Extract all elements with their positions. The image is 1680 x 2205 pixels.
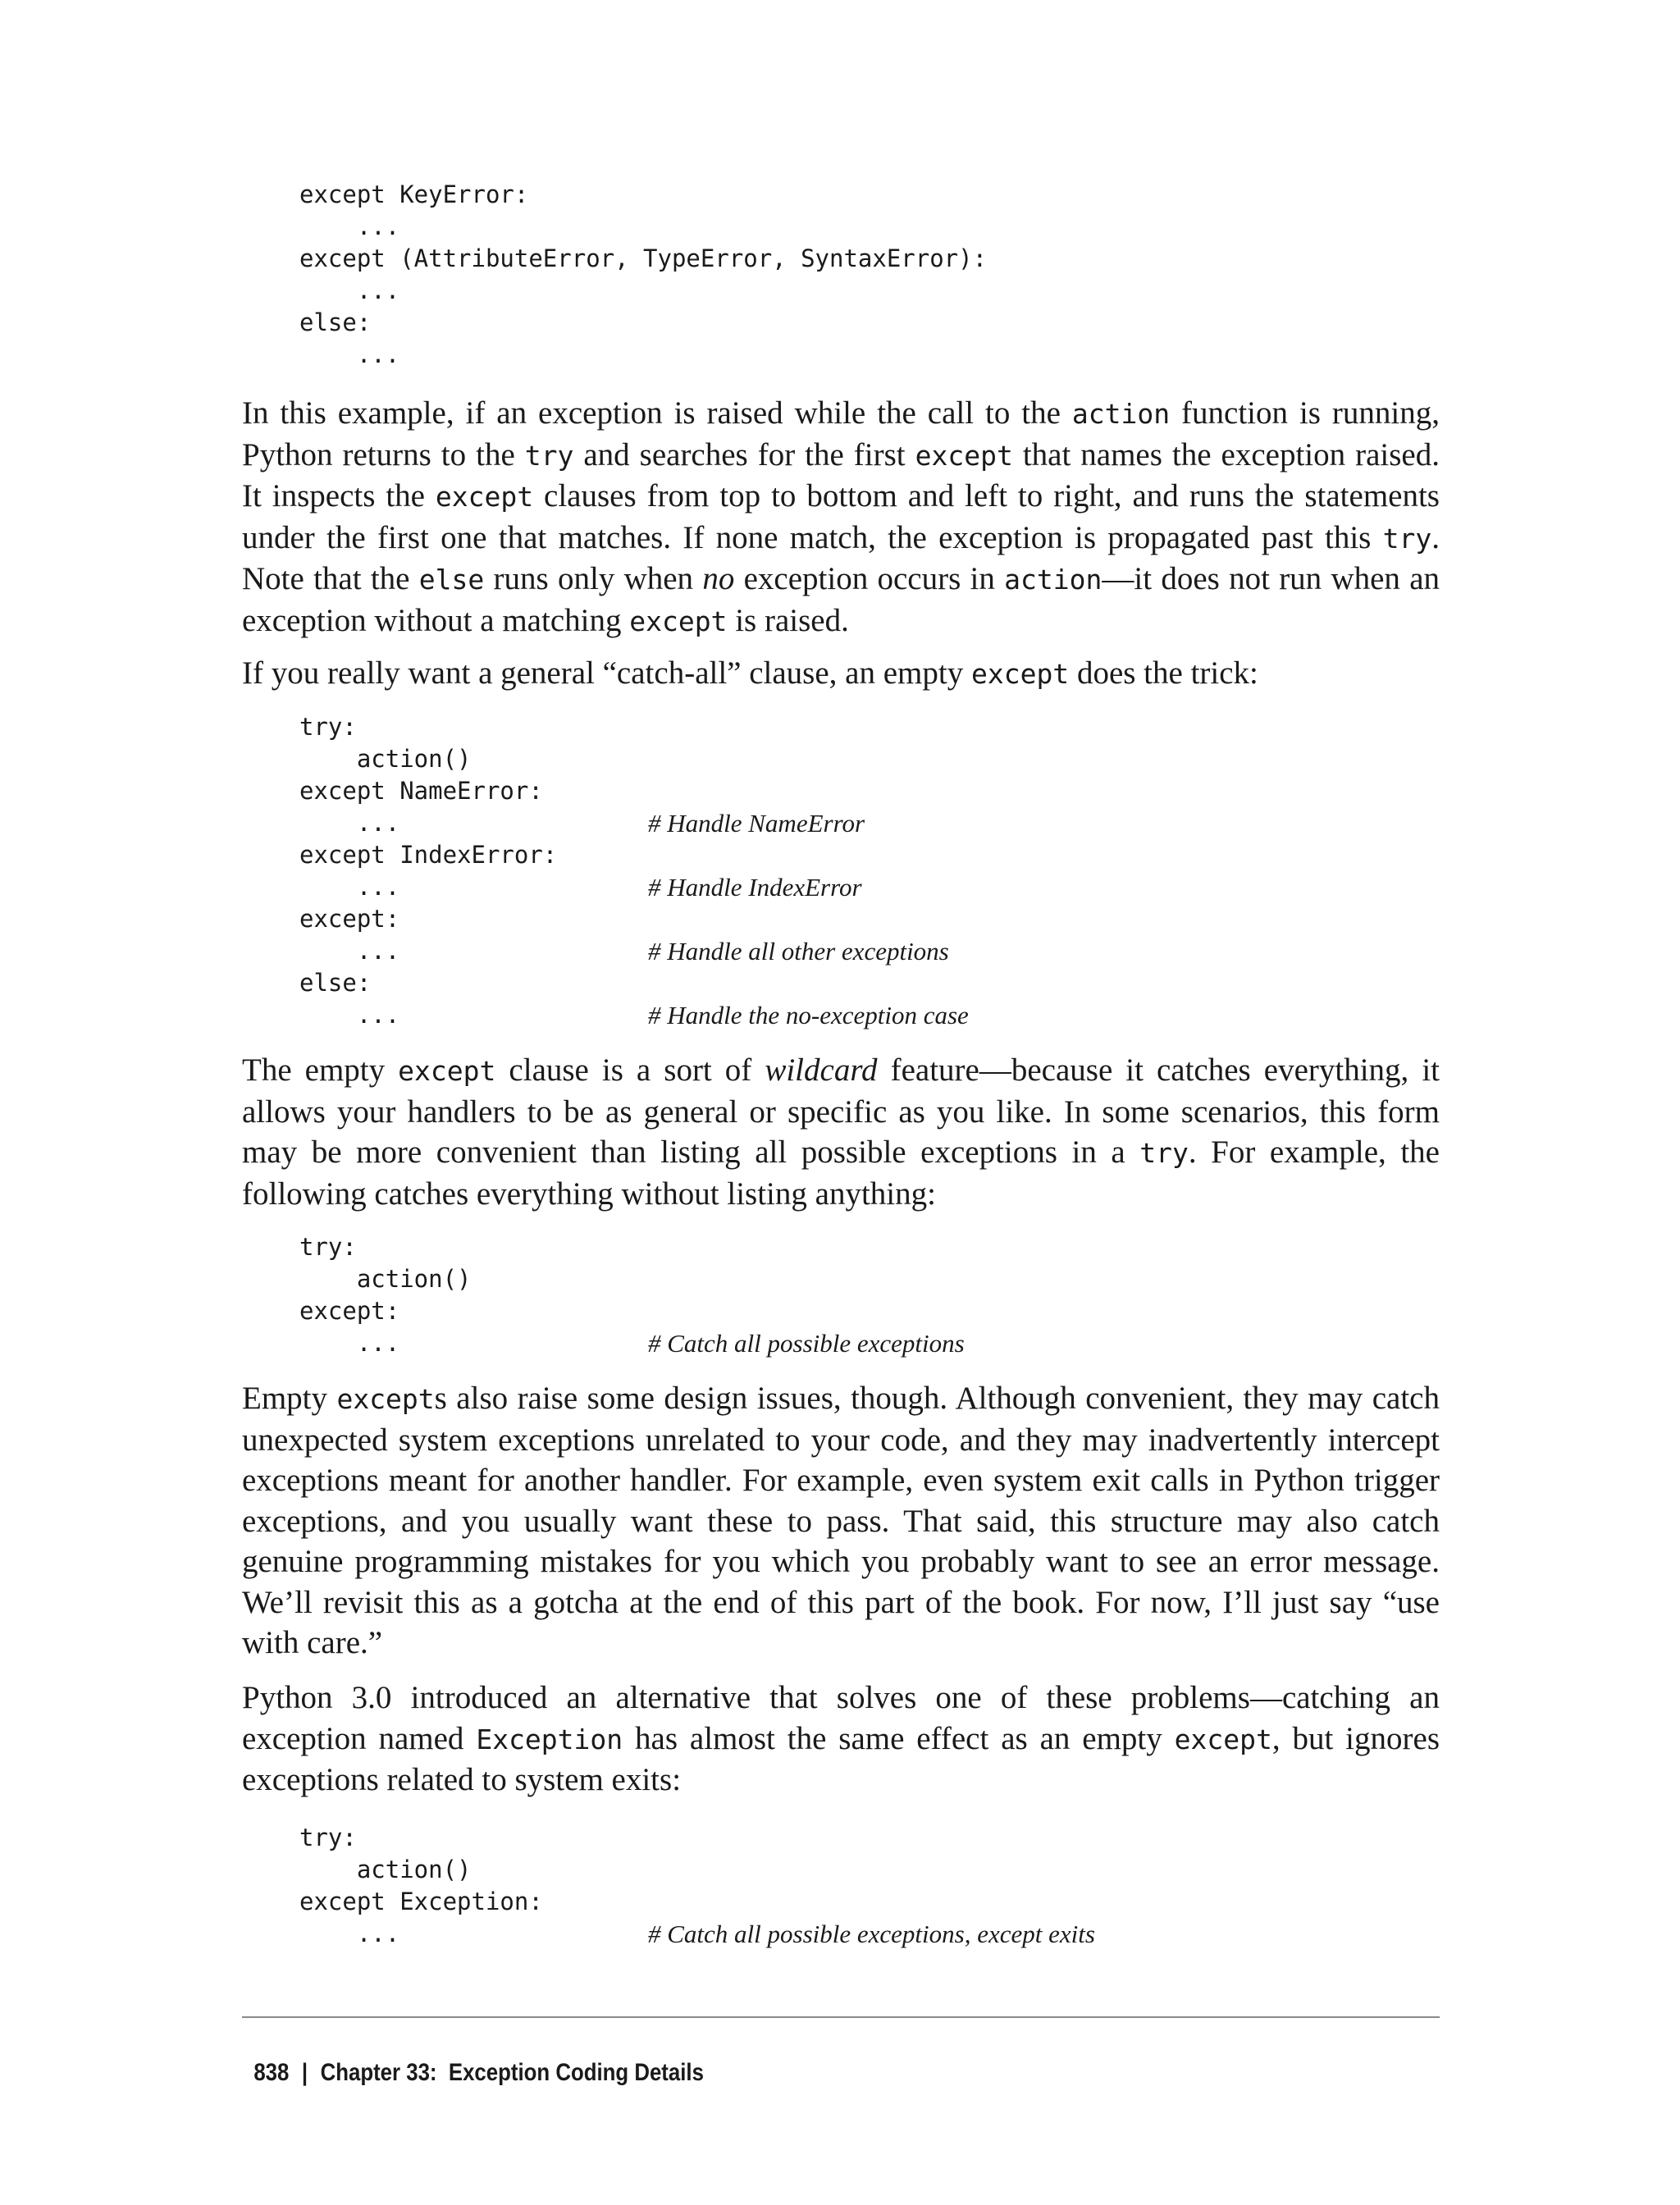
code-line (299, 1918, 1095, 1950)
inline-code: except (398, 1055, 496, 1087)
code-text: action() (299, 745, 472, 773)
footer-rule (242, 2016, 1440, 2018)
code-text: ... (299, 212, 400, 240)
code-line (299, 339, 987, 371)
code-text: ... (299, 937, 400, 965)
text-run: s also raise some design issues, though. Although convenient, they may catch unexpected system exceptions unrelated to your code, and they may inadvertently intercept exceptions meant for another handler. For example, even system exit calls in Python trigger exceptions, and you usually want these to pass. That said, this structure may also catch genuine programming mistakes for you which you probably want to see an error message. We’ll revisit this as a gotcha at the end of this part of the book. For now, I’ll just say “use with care.” (242, 1381, 1440, 1660)
inline-code: except (970, 658, 1070, 690)
code-block-1 (299, 179, 987, 371)
code-comment: # Handle NameError (648, 809, 865, 838)
code-line (299, 903, 557, 935)
text-run: —it does not run when an exception without a matching (242, 561, 1440, 638)
code-line (299, 1822, 543, 1854)
text-run: has almost the same effect as an empty (623, 1720, 1175, 1756)
code-comment: # Catch all possible exceptions, except exits (648, 1920, 1095, 1948)
chapter-title: Chapter 33: Exception Coding Details (320, 2059, 704, 2086)
code-comment: # Handle all other exceptions (648, 937, 949, 966)
code-block-3 (299, 1231, 965, 1359)
code-text: except: (299, 1297, 400, 1325)
code-comment: # Handle the no-exception case (648, 1001, 969, 1029)
text-run: that names the exception raised. It inspects the (242, 436, 1440, 514)
emphasis: wildcard (765, 1052, 878, 1088)
text-run: The empty (242, 1052, 399, 1088)
text-run: If you really want a general “catch-all” clause, an empty (242, 655, 971, 691)
code-text: except: (299, 905, 400, 933)
code-line (299, 743, 557, 775)
paragraph-3 (242, 1050, 1440, 1214)
code-text: except Exception: (299, 1888, 543, 1915)
code-text: ... (299, 1329, 400, 1357)
code-line (299, 935, 949, 967)
code-text: except (AttributeError, TypeError, SyntaxError): (299, 244, 988, 272)
code-text: ... (299, 1001, 400, 1029)
code-text: action() (299, 1856, 472, 1883)
code-block-4 (299, 1822, 1095, 1950)
text-run: . Note that the (242, 519, 1440, 596)
inline-code: except (336, 1383, 435, 1415)
code-line (299, 999, 969, 1031)
page-footer (242, 2031, 704, 2087)
inline-code: except (1174, 1723, 1272, 1755)
code-line (299, 179, 987, 211)
inline-code: except (435, 481, 534, 513)
code-line (299, 839, 557, 871)
code-line (299, 1886, 543, 1918)
code-text: else: (299, 308, 372, 336)
code-text: action() (299, 1265, 472, 1293)
inline-code: except (629, 605, 728, 637)
text-run: In this example, if an exception is raised while the call to the (242, 395, 1072, 431)
inline-code: try (524, 439, 574, 472)
code-block-2 (299, 711, 969, 1031)
code-text: try: (299, 713, 357, 741)
code-text: except KeyError: (299, 180, 529, 208)
code-text: ... (299, 276, 400, 304)
text-run: feature—because it catches everything, it allows your handlers to be as general or specific as you like. In some scenarios, this form may be more convenient than listing all possible exceptions in a (242, 1052, 1440, 1170)
inline-code: except (915, 439, 1013, 472)
code-text: except IndexError: (299, 841, 558, 869)
text-run: clauses from top to bottom and left to right, and runs the statements under the first one that matches. If none match, the exception is propagated past this (242, 478, 1440, 555)
text-run: . For example, the following catches everything without listing anything: (242, 1134, 1440, 1212)
page-number: 838 (253, 2059, 290, 2086)
footer-separator: | (301, 2059, 308, 2086)
code-comment: # Handle IndexError (648, 873, 862, 902)
code-line (299, 807, 865, 839)
inline-code: try (1382, 522, 1432, 555)
text-run: and searches for the first (573, 436, 915, 472)
code-text: ... (299, 809, 400, 837)
text-run: function is running, Python returns to the (242, 395, 1440, 472)
text-run: Python 3.0 introduced an alternative that solves one of these problems—catching an exception named (242, 1680, 1440, 1756)
code-line (299, 211, 987, 243)
code-text: except NameError: (299, 777, 543, 805)
code-line (299, 275, 987, 307)
inline-code: action (1071, 398, 1171, 430)
text-run: , but ignores exceptions related to system exits: (242, 1720, 1440, 1797)
code-text: try: (299, 1233, 357, 1261)
code-text: else: (299, 969, 372, 997)
paragraph-4 (242, 1378, 1440, 1664)
text-run: clause is a sort of (495, 1052, 765, 1088)
code-line (299, 1263, 472, 1295)
code-comment: # Catch all possible exceptions (648, 1329, 965, 1358)
inline-code: else (418, 564, 485, 596)
emphasis: no (702, 561, 735, 596)
code-text: ... (299, 340, 400, 368)
code-text: ... (299, 1920, 400, 1947)
text-run: is raised. (727, 602, 849, 638)
code-line (299, 1854, 543, 1886)
text-run: exception occurs in (734, 561, 1005, 596)
code-line (299, 775, 557, 807)
paragraph-1 (242, 393, 1440, 641)
code-line (299, 1231, 472, 1263)
inline-code: Exception (476, 1723, 623, 1755)
text-run: Empty (242, 1381, 337, 1416)
code-line (299, 967, 557, 999)
text-run: does the trick: (1069, 655, 1258, 691)
inline-code: try (1139, 1137, 1189, 1169)
paragraph-5 (242, 1678, 1440, 1801)
code-line (299, 711, 557, 743)
code-line (299, 1327, 965, 1359)
inline-code: action (1004, 564, 1102, 596)
text-run: runs only when (484, 561, 703, 596)
code-text: try: (299, 1824, 357, 1851)
code-text: ... (299, 873, 400, 901)
code-line (299, 871, 862, 903)
paragraph-2 (242, 653, 1440, 695)
code-line (299, 243, 987, 275)
code-line (299, 1295, 472, 1327)
code-line (299, 307, 987, 339)
